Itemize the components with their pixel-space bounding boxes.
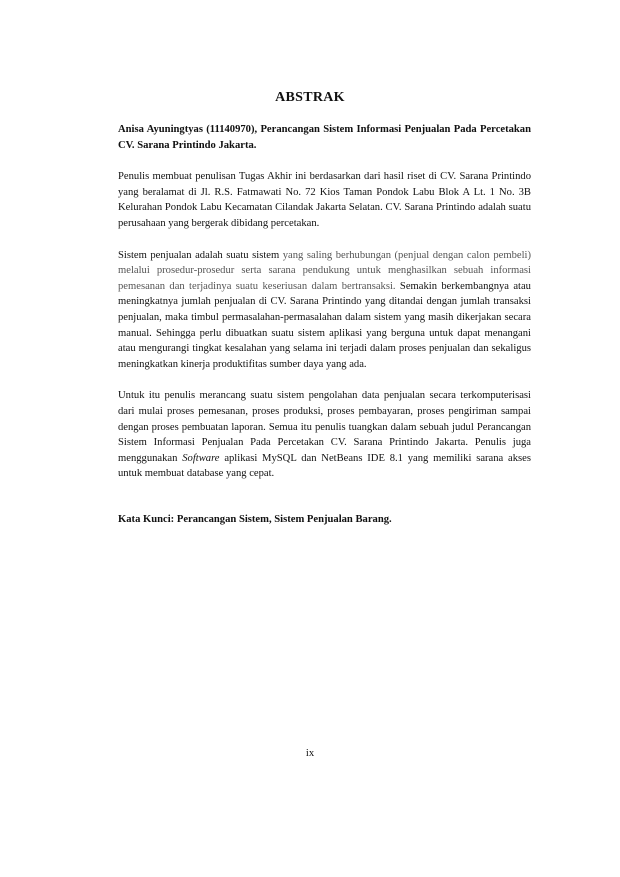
page-title: ABSTRAK xyxy=(275,90,345,105)
solution-text-end: aplikasi MySQL dan NetBeans IDE 8.1 yang memiliki sarana akses untuk membuat database yang cepat. xyxy=(118,452,531,480)
sales-system-definition-term: Sistem penjualan adalah suatu sistem xyxy=(118,249,280,261)
keywords-line: Kata Kunci: Perancangan Sistem, Sistem Penjualan Barang. xyxy=(118,513,392,525)
abstract-body xyxy=(118,122,531,543)
paragraph-research-location: Penulis membuat penulisan Tugas Akhir ini berdasarkan dari hasil riset di CV. Sarana Printindo yang beralamat di Jl. R.S. Fatmawati No. 72 Kios Taman Pondok Labu Blok A Lt. 1 No. 3B Kelurahan Pondok Labu Kecamatan Cilandak Jakarta Selatan. CV. Sarana Printindo adalah suatu perusahaan yang bergerak dibidang percetakan. xyxy=(118,171,531,229)
paragraph-solution xyxy=(118,388,531,482)
software-italic-term: Software xyxy=(182,452,220,464)
paragraph-sales-system xyxy=(118,248,531,373)
sales-system-problem-text: Semakin berkembangnya atau meningkatnya jumlah penjualan di CV. Sarana Printindo yang ditandai dengan jumlah transaksi penjualan, maka timbul permasalahan-permasalahan dalam sistem yang masih dikerjakan secara manual. Sehingga perlu dibuatkan suatu sistem aplikasi yang berguna untuk dapat menangani atau mengurangi tingkat kesalahan yang selama ini terjadi dalam proses penjualan dan sekaligus meningkatkan kinerja produktifitas sumber daya yang ada. xyxy=(118,280,531,370)
sales-system-definition-quote: yang saling berhubungan (penjual dengan calon pembeli) melalui prosedur-prosedur serta sarana pendukung untuk menghasilkan sebuah informasi pemesanan dan terjadinya suatu keseriusan dalam bertransaksi. xyxy=(118,249,532,292)
author-title-paragraph: Anisa Ayuningtyas (11140970), Perancangan Sistem Informasi Penjualan Pada Percetakan CV. Sarana Printindo Jakarta. xyxy=(118,124,531,151)
page-number: ix xyxy=(305,748,315,759)
solution-text-start: Untuk itu penulis merancang suatu sistem pengolahan data penjualan secara terkomputerisasi dari mulai proses pemesanan, proses produksi, proses pembayaran, proses pengiriman sampai dengan proses pembuatan laporan. Semua itu penulis tuangkan dalam sebuah judul Perancangan Sistem Informasi Penjualan Pada Percetakan CV. Sarana Printindo Jakarta. Penulis juga menggunakan xyxy=(118,390,531,464)
